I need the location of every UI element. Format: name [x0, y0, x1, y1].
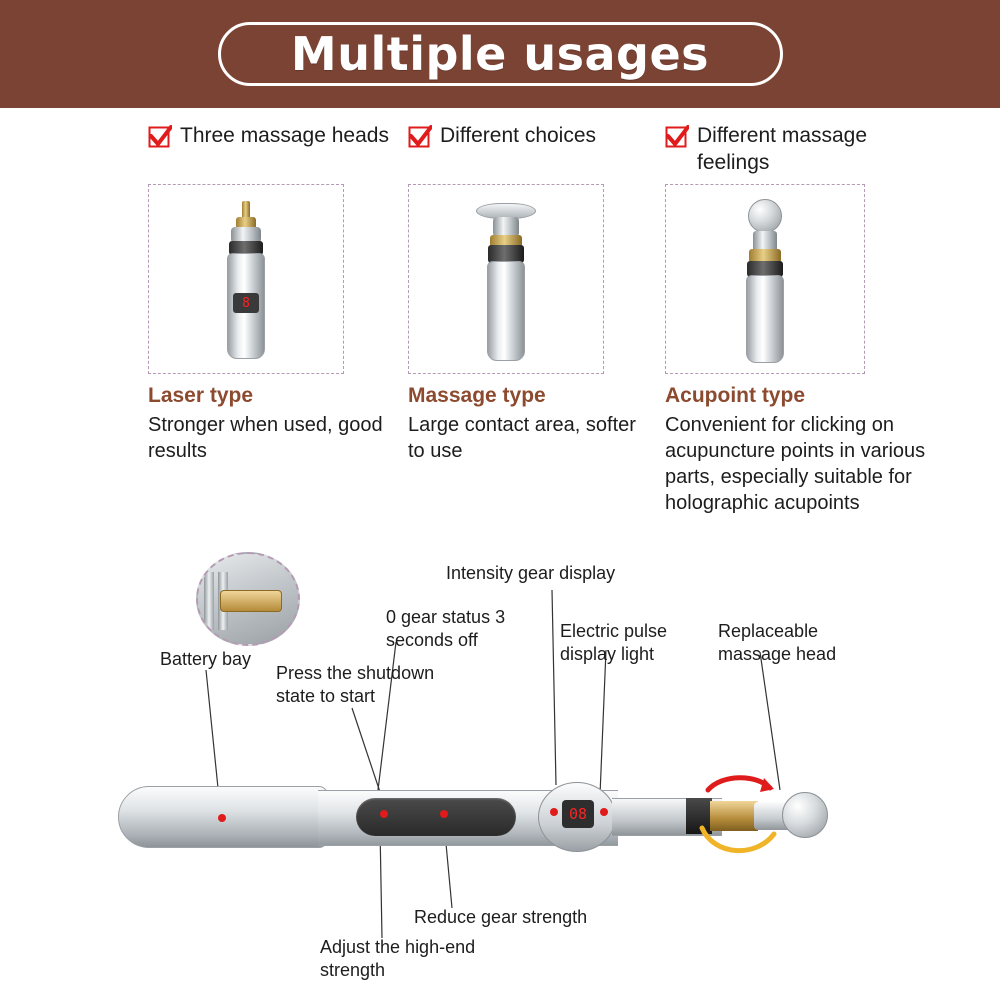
callout-press-shutdown: Press the shutdown state to start [276, 663, 435, 706]
feature-title-acupoint: Acupoint type [665, 384, 805, 407]
feature-image-box-acupoint [665, 184, 865, 374]
feature-heading-row [148, 122, 438, 178]
feature-heading-text: Different choices [440, 124, 597, 147]
callout-pulse-light: Electric pulse display light [560, 621, 668, 664]
red-check-icon [148, 125, 172, 149]
rotate-arc-icon [698, 824, 778, 860]
feature-heading-row [665, 122, 955, 178]
feature-title-laser: Laser type [148, 384, 254, 407]
feature-column-massage [408, 122, 698, 464]
pen-intensity-display [562, 800, 594, 828]
feature-heading-text: Three massage heads [180, 124, 389, 147]
pen-intensity-value: 08 [568, 805, 588, 823]
massage-body-icon [487, 261, 525, 361]
feature-desc-acupoint: Convenient for clicking on acupuncture points in various parts, especially suitable for holographic acupoints [665, 414, 926, 514]
product-diagram [0, 540, 1000, 1000]
pen-ball-head [782, 792, 828, 838]
feature-image-box-massage [408, 184, 604, 374]
page-title: Multiple usages [290, 27, 710, 81]
massage-pen-image [118, 768, 798, 864]
feature-desc-laser: Stronger when used, good results [148, 414, 383, 462]
pulse-light-left [550, 808, 558, 816]
pulse-light-right [600, 808, 608, 816]
red-check-icon [408, 125, 432, 149]
callout-gear-status: 0 gear status 3 seconds off [386, 607, 506, 650]
callout-battery-bay: Battery bay [160, 649, 252, 669]
battery-indicator-dot [218, 814, 226, 822]
feature-columns [0, 122, 1000, 582]
laser-display-icon [233, 293, 259, 313]
acupoint-body-icon [746, 275, 784, 363]
massage-stem-icon [493, 217, 519, 237]
pen-control-panel [356, 798, 516, 836]
feature-title-massage: Massage type [408, 384, 546, 407]
callout-intensity-gear: Intensity gear display [446, 563, 616, 583]
feature-column-acupoint [665, 122, 955, 516]
feature-image-box-laser [148, 184, 344, 374]
red-check-icon [665, 125, 689, 149]
feature-heading-text: Different massage feelings [697, 124, 868, 174]
reduce-gear-button[interactable] [380, 810, 388, 818]
callout-replaceable-head: Replaceable massage head [718, 621, 837, 664]
laser-display-value: 8 [242, 295, 250, 311]
feature-heading-row [408, 122, 698, 178]
increase-gear-button[interactable] [440, 810, 448, 818]
header-banner [0, 0, 1000, 108]
feature-desc-massage: Large contact area, softer to use [408, 414, 636, 462]
acupoint-ball-icon [748, 199, 782, 233]
callout-adjust-high-end: Adjust the high-end strength [320, 937, 476, 980]
feature-column-laser [148, 122, 438, 464]
callout-reduce-gear: Reduce gear strength [414, 907, 588, 927]
rotate-arrow-icon [704, 772, 774, 794]
